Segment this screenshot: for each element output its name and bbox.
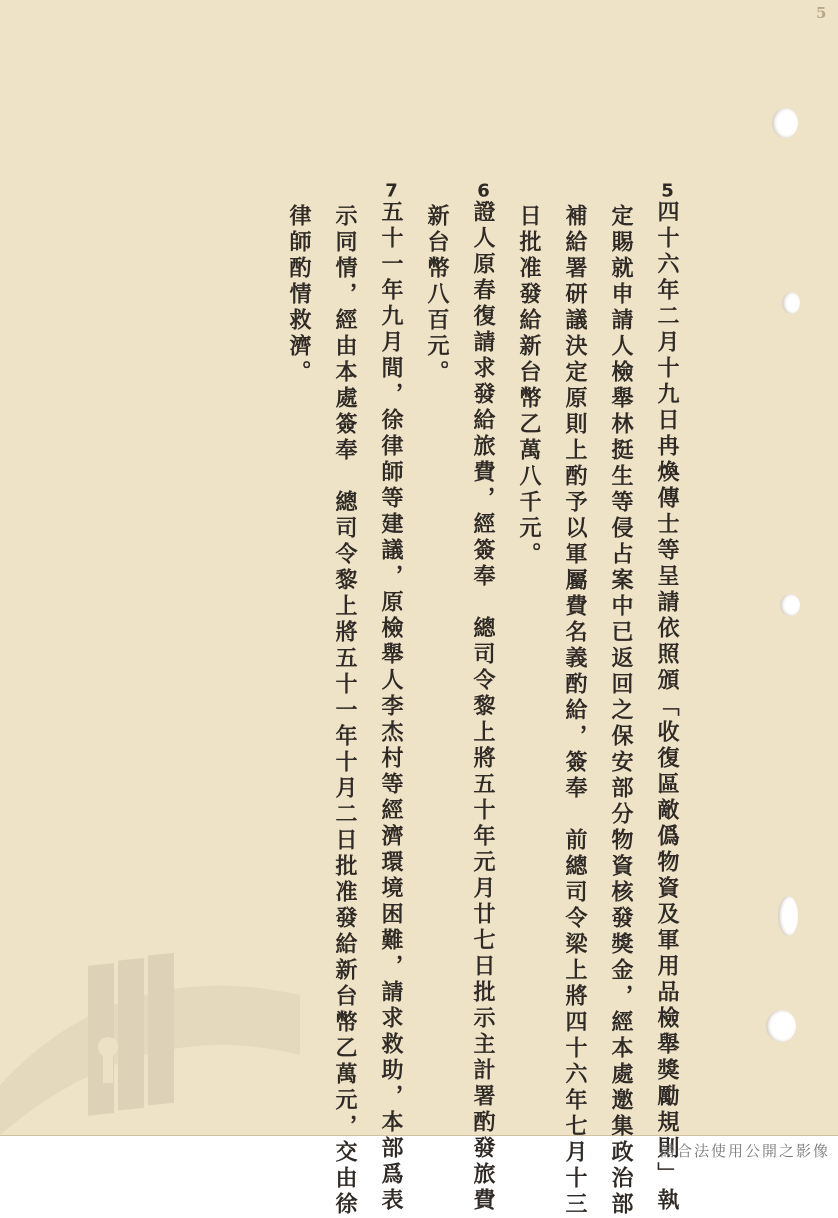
binder-hole-1 [772,108,798,138]
binder-hole-5 [766,1010,796,1042]
paragraph-number: 7 [385,182,398,200]
paragraph-5-col-4: 日批准發給新台幣乙萬八千元。 [516,204,542,568]
binder-hole-2 [782,292,800,314]
paragraph-7-col-3: 律師酌情救濟。 [286,204,312,386]
paragraph-6-col-1: 6證人原春復請求發給旅費，經簽奉 總司令黎上將五十年元月廿七日批示主計署酌發旅費 [470,182,496,1214]
paragraph-5-col-1: 5四十六年二月十九日冉煥傳士等呈請依照頒「收復區敵僞物資及軍用品檢舉獎勵規則」執 [654,182,680,1214]
usage-notice: 請合法使用公開之影像 [659,1142,830,1160]
document-body [276,182,690,1218]
page-number-mark: 5 [816,4,827,22]
paragraph-number: 5 [661,182,674,200]
paragraph-7-col-2: 示同情，經由本處簽奉 總司令黎上將五十一年十月二日批准發給新台幣乙萬元，交由徐 [332,204,358,1218]
paragraph-6-col-2: 新台幣八百元。 [424,204,450,386]
archive-watermark-logo [0,935,310,1135]
paragraph-5-col-3: 補給署研議決定原則上酌予以軍屬費名義酌給，簽奉 前總司令梁上將四十六年七月十三 [562,204,588,1218]
paragraph-5-col-2: 定賜就申請人檢舉林挺生等侵占案中已返回之保安部分物資核發獎金，經本處邀集政治部 [608,204,634,1218]
binder-hole-4 [778,896,798,936]
paragraph-7-col-1: 7五十一年九月間，徐律師等建議，原檢舉人李杰村等經濟環境困難，請求救助，本部爲表 [378,182,404,1214]
paragraph-number: 6 [477,182,490,200]
binder-hole-3 [780,594,800,616]
